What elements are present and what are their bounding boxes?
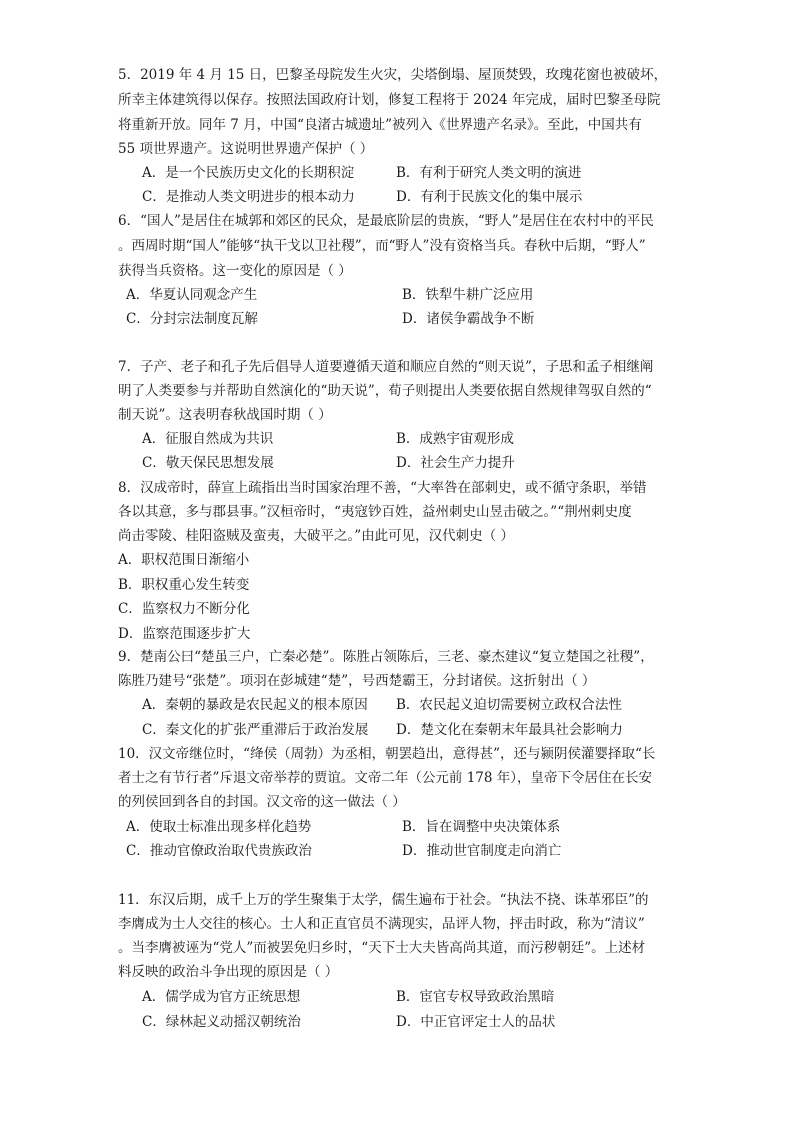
- question-5-option-b: B．有利于研究人类文明的演进: [396, 165, 582, 181]
- question-5-option-a: A．是一个民族历史文化的长期积淀: [142, 165, 355, 181]
- question-5-option-d: D．有利于民族文化的集中展示: [396, 189, 583, 205]
- question-8-line-3: 尚击零陵、桂阳盗贼及蛮夷，大破平之。”由此可见，汉代刺史（ ）: [118, 528, 514, 544]
- question-6-option-d: D．诸侯争霸战争不断: [402, 311, 535, 327]
- question-6-line-3: 获得当兵资格。这一变化的原因是（ ）: [118, 263, 352, 279]
- question-6-option-b: B．铁犁牛耕广泛应用: [402, 287, 534, 303]
- question-10-option-d: D．推动世官制度走向消亡: [402, 843, 562, 859]
- question-5-line-4: 55 项世界遗产。这说明世界遗产保护（ ）: [118, 141, 374, 157]
- question-11-line-3: 。当李膺被诬为“党人”而被罢免归乡时，“天下士大夫皆高尚其道，而污秽朝廷”。上述材: [118, 940, 646, 956]
- question-8-option-b: B．职权重心发生转变: [118, 577, 250, 593]
- question-8-option-c: C．监察权力不断分化: [118, 601, 250, 617]
- question-8-option-d: D．监察范围逐步扩大: [118, 626, 251, 642]
- question-6-option-a: A．华夏认同观念产生: [126, 287, 258, 303]
- question-5-line-2: 所幸主体建筑得以保存。按照法国政府计划，修复工程将于 2024 年完成，届时巴黎圣母院: [118, 92, 661, 108]
- question-7-line-3: 制天说”。这表明春秋战国时期（ ）: [118, 407, 332, 423]
- question-9-line-1: 9．楚南公曰“楚虽三户，亡秦必楚”。陈胜占领陈后，三老、豪杰建议“复立楚国之社稷”，: [118, 649, 654, 665]
- question-10-option-a: A．使取士标准出现多样化趋势: [126, 819, 312, 835]
- question-11-line-4: 料反映的政治斗争出现的原因是（ ）: [118, 964, 339, 980]
- question-10-line-1: 10．汉文帝继位时，“绛侯（周勃）为丞相，朝罢趋出，意得甚”，还与颍阴侯灌婴择取“长: [118, 746, 656, 762]
- question-11-line-2: 李膺成为士人交往的核心。士人和正直官员不满现实，品评人物，抨击时政，称为“清议”: [118, 916, 645, 932]
- question-9-line-2: 陈胜乃建号“张楚”。项羽在彭城建“楚”，号西楚霸王，分封诸侯。这折射出（ ）: [118, 673, 596, 689]
- question-10-option-c: C．推动官僚政治取代贵族政治: [126, 843, 312, 859]
- question-10-line-2: 者士之有节行者”斥退文帝举荐的贾谊。文帝二年（公元前 178 年），皇帝下令居住在长安: [118, 770, 653, 786]
- question-11-line-1: 11．东汉后期，成千上万的学生聚集于太学，儒生遍布于社会。“执法不挠、诛革邪臣”的: [118, 892, 649, 908]
- question-5-line-3: 将重新开放。同年 7 月，中国“良渚古城遗址”被列入《世界遗产名录》。至此，中国共有: [118, 117, 642, 133]
- question-5-line-1: 5．2019 年 4 月 15 日，巴黎圣母院发生火灾，尖塔倒塌、屋顶焚毁，玫瑰花窗也被破坏，: [118, 67, 668, 83]
- question-8-option-a: A．职权范围日渐缩小: [118, 552, 250, 568]
- question-11-option-a: A．儒学成为官方正统思想: [142, 989, 301, 1005]
- question-8-line-2: 各以其意，多与郡县事。”汉桓帝时，“夷寇钞百姓，益州刺史山昱击破之。”“荆州刺史度: [118, 504, 632, 520]
- question-6-line-2: 。西周时期“国人”能够“执干戈以卫社稷”，而“野人”没有资格当兵。春秋中后期，“野人”: [118, 238, 646, 254]
- question-7-option-a: A．征服自然成为共识: [142, 431, 274, 447]
- question-9-option-b: B．农民起义迫切需要树立政权合法性: [396, 697, 622, 713]
- question-5-option-c: C．是推动人类文明进步的根本动力: [142, 189, 355, 205]
- question-9-option-a: A．秦朝的暴政是农民起义的根本原因: [142, 697, 368, 713]
- question-11-option-d: D．中正官评定士人的品状: [396, 1014, 556, 1030]
- question-7-option-b: B．成熟宇宙观形成: [396, 431, 514, 447]
- question-6-option-c: C．分封宗法制度瓦解: [126, 311, 258, 327]
- question-11-option-b: B．宦官专权导致政治黑暗: [396, 989, 555, 1005]
- question-10-option-b: B．旨在调整中央决策体系: [402, 819, 561, 835]
- question-8-line-1: 8．汉成帝时，薛宣上疏指出当时国家治理不善，“大率咎在部刺史，或不循守条职，举错: [118, 480, 647, 496]
- question-11-option-c: C．绿林起义动摇汉朝统治: [142, 1014, 301, 1030]
- question-6-line-1: 6．“国人”是居住在城郭和郊区的民众，是最底阶层的贵族，“野人”是居住在农村中的平民: [118, 213, 654, 229]
- question-7-option-d: D．社会生产力提升: [396, 455, 515, 471]
- question-7-line-2: 明了人类要参与并帮助自然演化的“助天说”，荀子则提出人类要依据自然规律驾驭自然的“: [118, 383, 652, 399]
- question-9-option-c: C．秦文化的扩张严重滞后于政治发展: [142, 722, 369, 738]
- question-7-option-c: C．敬天保民思想发展: [142, 455, 274, 471]
- question-7-line-1: 7．子产、老子和孔子先后倡导人道要遵循天道和顺应自然的“则天说”，子思和孟子相继阐: [118, 359, 654, 375]
- question-10-line-3: 的列侯回到各自的封国。汉文帝的这一做法（ ）: [118, 794, 406, 810]
- question-9-option-d: D．楚文化在秦朝末年最具社会影响力: [396, 722, 623, 738]
